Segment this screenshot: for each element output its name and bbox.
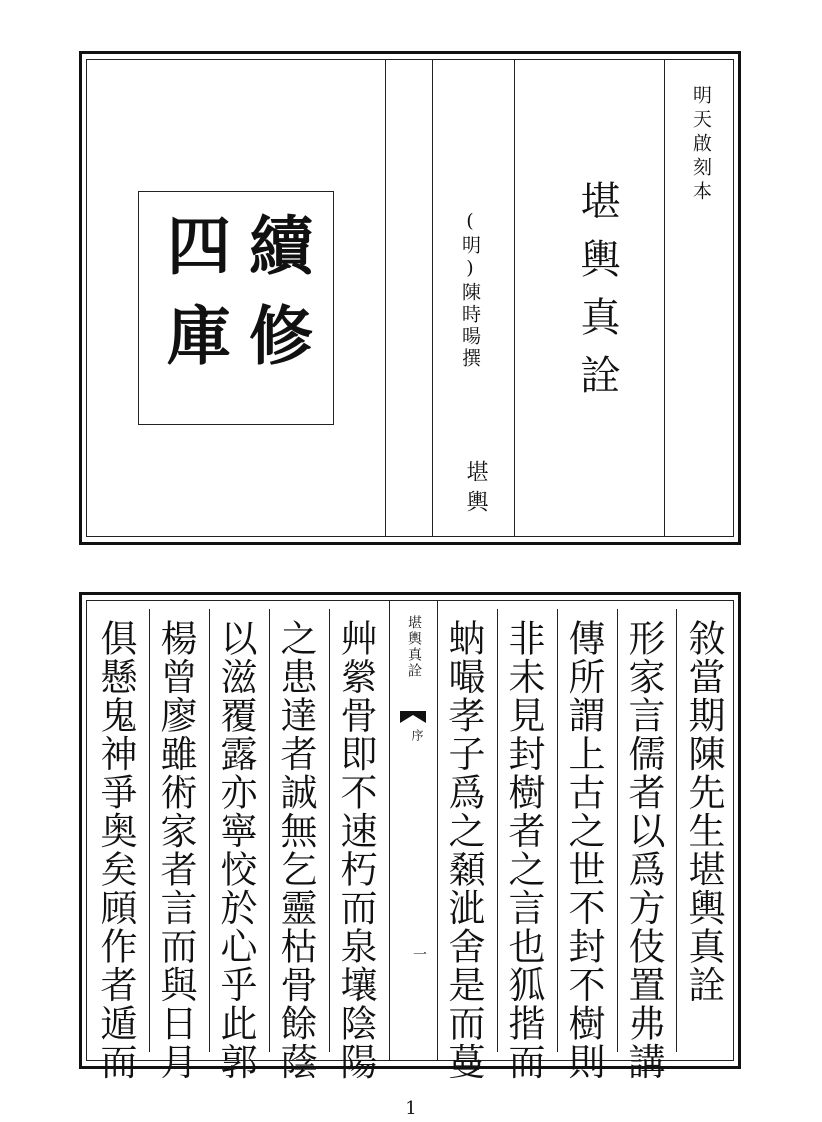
- cover-inner-border: [86, 59, 734, 537]
- text-column: 敘當期陳先生堪輿真詮: [682, 619, 725, 1004]
- book-title: 堪輿真詮: [574, 180, 620, 412]
- text-column: 傳所謂上古之世不封不樹則: [562, 619, 605, 1081]
- text-column: 非未見封樹者之言也狐揩而: [502, 619, 545, 1081]
- spine-section: 序: [410, 729, 424, 741]
- category-label: 堪輿: [463, 460, 488, 520]
- text-page-inner-border: [86, 600, 734, 1081]
- column-rule: [557, 609, 558, 1052]
- column-divider: [385, 60, 386, 536]
- cover-page: [79, 51, 741, 545]
- spine-page-number: 一: [411, 947, 427, 961]
- text-page: [79, 592, 741, 1081]
- text-column: 蚋嘬孝子爲之顙泚舍是而蔓: [442, 619, 485, 1081]
- collection-seal: [138, 191, 334, 425]
- seal-text-right: 續修: [238, 212, 313, 392]
- column-rule: [209, 609, 210, 1052]
- text-column: 俱懸鬼神爭奥矣頋作者遁而: [94, 619, 137, 1081]
- column-rule: [149, 609, 150, 1052]
- edition-label: 明天啟刻本: [690, 85, 712, 205]
- column-divider: [514, 60, 515, 536]
- column-rule: [497, 609, 498, 1052]
- fish-tail-mark-icon: [400, 711, 426, 723]
- text-column: 形家言儒者以爲方伎置弗講: [622, 619, 665, 1081]
- text-column: 艸縈骨即不速朽而泉壤陰陽: [334, 619, 377, 1081]
- spine-rule: [389, 601, 390, 1060]
- column-rule: [329, 609, 330, 1052]
- author-label: (明)陳時暘撰: [459, 210, 481, 370]
- column-divider: [664, 60, 665, 536]
- seal-text-left: 四庫: [156, 212, 231, 392]
- column-rule: [676, 609, 677, 1052]
- spine-rule: [437, 601, 438, 1060]
- column-rule: [269, 609, 270, 1052]
- text-column: 以滋覆露亦寧恔於心乎此郭: [214, 619, 257, 1081]
- column-divider: [432, 60, 433, 536]
- spine-title: 堪輿真詮: [406, 615, 422, 679]
- column-rule: [617, 609, 618, 1052]
- text-column: 楊曾廖雖術家者言而與日月: [154, 619, 197, 1081]
- page-number: 1: [405, 1098, 417, 1119]
- text-column: 之患達者誠無乞靈枯骨餘蔭: [274, 619, 317, 1081]
